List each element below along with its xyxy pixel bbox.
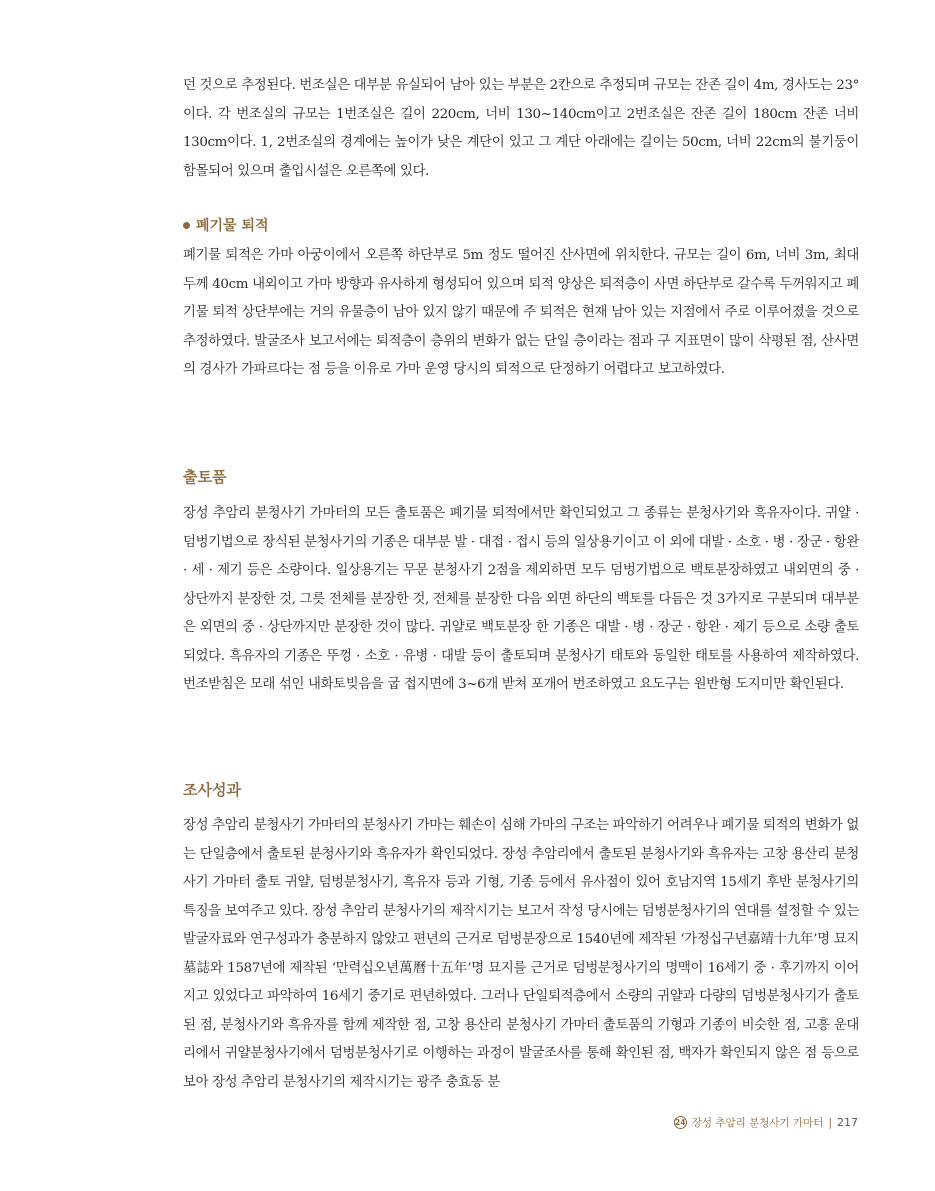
paragraph-kiln-chambers: 던 것으로 추정된다. 번조실은 대부분 유실되어 남아 있는 부분은 2칸으로 추정되며 규모는 잔존 길이 4m, 경사도는 23°이다. 각 번조실의 규모는 1번조실은 길이 220cm, 너비 130~140cm이고 2번조실은 잔존 길이 180cm 잔존 너비 130cm이다. 1, 2번조실의 경계에는 높이가 낮은 계단이 있고 그 계단 아래에는 길이는 50cm, 너비 22cm의 불기둥이 함몰되어 있으며 출입시설은 오른쪽에 있다. <box>183 78 859 179</box>
bullet-icon <box>183 222 190 229</box>
page-footer <box>674 1115 858 1130</box>
page-number: 217 <box>837 1116 858 1129</box>
footer-chapter-title: 장성 추암리 분청사기 가마터 <box>691 1117 824 1129</box>
section-heading-artifacts: 출토품 <box>183 468 227 486</box>
subheading-waste-deposit <box>183 215 269 235</box>
subheading-waste-label: 폐기물 퇴적 <box>196 218 269 234</box>
paragraph-artifacts: 장성 추암리 분청사기 가마터의 모든 출토품은 폐기물 퇴적에서만 확인되었고 그 종류는 분청사기와 흑유자이다. 귀얄 · 덤벙기법으로 장식된 분청사기의 기종은 대부분 발 · 대접 · 접시 등의 일상용기이고 이 외에 대발 · 소호 · 병 · 장군 · 항완 · 세 · 제기 등은 소량이다. 일상용기는 무문 분청사기 2점을 제외하면 모두 덤벙기법으로 백토분장하였고 내외면의 중 · 상단까지 분장한 것, 그릇 전체를 분장한 것, 전체를 분장한 다음 외면 하단의 백토를 다듬은 것 3가지로 구분되며 대부분은 외면의 중 · 상단까지만 분장한 것이 많다. 귀얄로 백토분장 한 기종은 대발 · 병 · 장군 · 항완 · 제기 등으로 소량 출토되었다. 흑유자의 기종은 뚜껑 · 소호 · 유병 · 대발 등이 출토되며 분청사기 태토와 동일한 태토를 사용하여 제작하였다. 번조받침은 모래 섞인 내화토빚음을 굽 접지면에 3~6개 받쳐 포개어 번조하였고 요도구는 원반형 도지미만 확인된다. <box>183 506 859 692</box>
paragraph-waste-deposit: 폐기물 퇴적은 가마 아궁이에서 오른쪽 하단부로 5m 정도 떨어진 산사면에 위치한다. 규모는 길이 6m, 너비 3m, 최대두께 40cm 내외이고 가마 방향과 유사하게 형성되어 있으며 퇴적 양상은 퇴적층이 사면 하단부로 갈수록 두꺼워지고 폐기물 퇴적 상단부에는 거의 유물층이 남아 있지 않기 때문에 주 퇴적은 현재 남아 있는 지점에서 주로 이루어졌을 것으로 추정하였다. 발굴조사 보고서에는 퇴적층이 층위의 변화가 없는 단일 층이라는 점과 구 지표면이 많이 삭평된 점, 산사면의 경사가 가파르다는 점 등을 이유로 가마 운영 당시의 퇴적으로 단정하기 어렵다고 보고하였다. <box>183 248 859 377</box>
paragraph-results: 장성 추암리 분청사기 가마터의 분청사기 가마는 훼손이 심해 가마의 구조는 파악하기 어려우나 폐기물 퇴적의 변화가 없는 단일층에서 출토된 분청사기와 흑유자가 확인되었다. 장성 추암리에서 출토된 분청사기와 흑유자는 고창 용산리 분청사기 가마터 출토 귀얄, 덤벙분청사기, 흑유자 등과 기형, 기종 등에서 유사점이 있어 호남지역 15세기 후반 분청사기의 특징을 보여주고 있다. 장성 추암리 분청사기의 제작시기는 보고서 작성 당시에는 덤벙분청사기의 연대를 설정할 수 있는 발굴자료와 연구성과가 충분하지 않았고 편년의 근거로 덤벙분장으로 1540년에 제작된 ‘가정십구년嘉靖十九年’명 묘지墓誌와 1587년에 제작된 ‘만력십오년萬曆十五年’명 묘지를 근거로 덤벙분청사기의 명맥이 16세기 중 · 후기까지 이어지고 있었다고 파악하여 16세기 중기로 편년하였다. 그러나 단일퇴적층에서 소량의 귀얄과 다량의 덤벙분청사기가 출토된 점, 분청사기와 흑유자를 함께 제작한 점, 고창 용산리 분청사기 가마터 출토품의 기형과 기종이 비슷한 점, 고흥 운대리에서 귀얄분청사기에서 덤벙분청사기로 이행하는 과정이 발굴조사를 통해 확인된 점, 백자가 확인되지 않은 점 등으로 보아 장성 추암리 분청사기의 제작시기는 광주 충효동 분 <box>183 818 859 1090</box>
section-heading-results: 조사성과 <box>183 781 241 799</box>
chapter-number-badge: 24 <box>675 1118 686 1127</box>
footer-separator: | <box>828 1116 832 1129</box>
